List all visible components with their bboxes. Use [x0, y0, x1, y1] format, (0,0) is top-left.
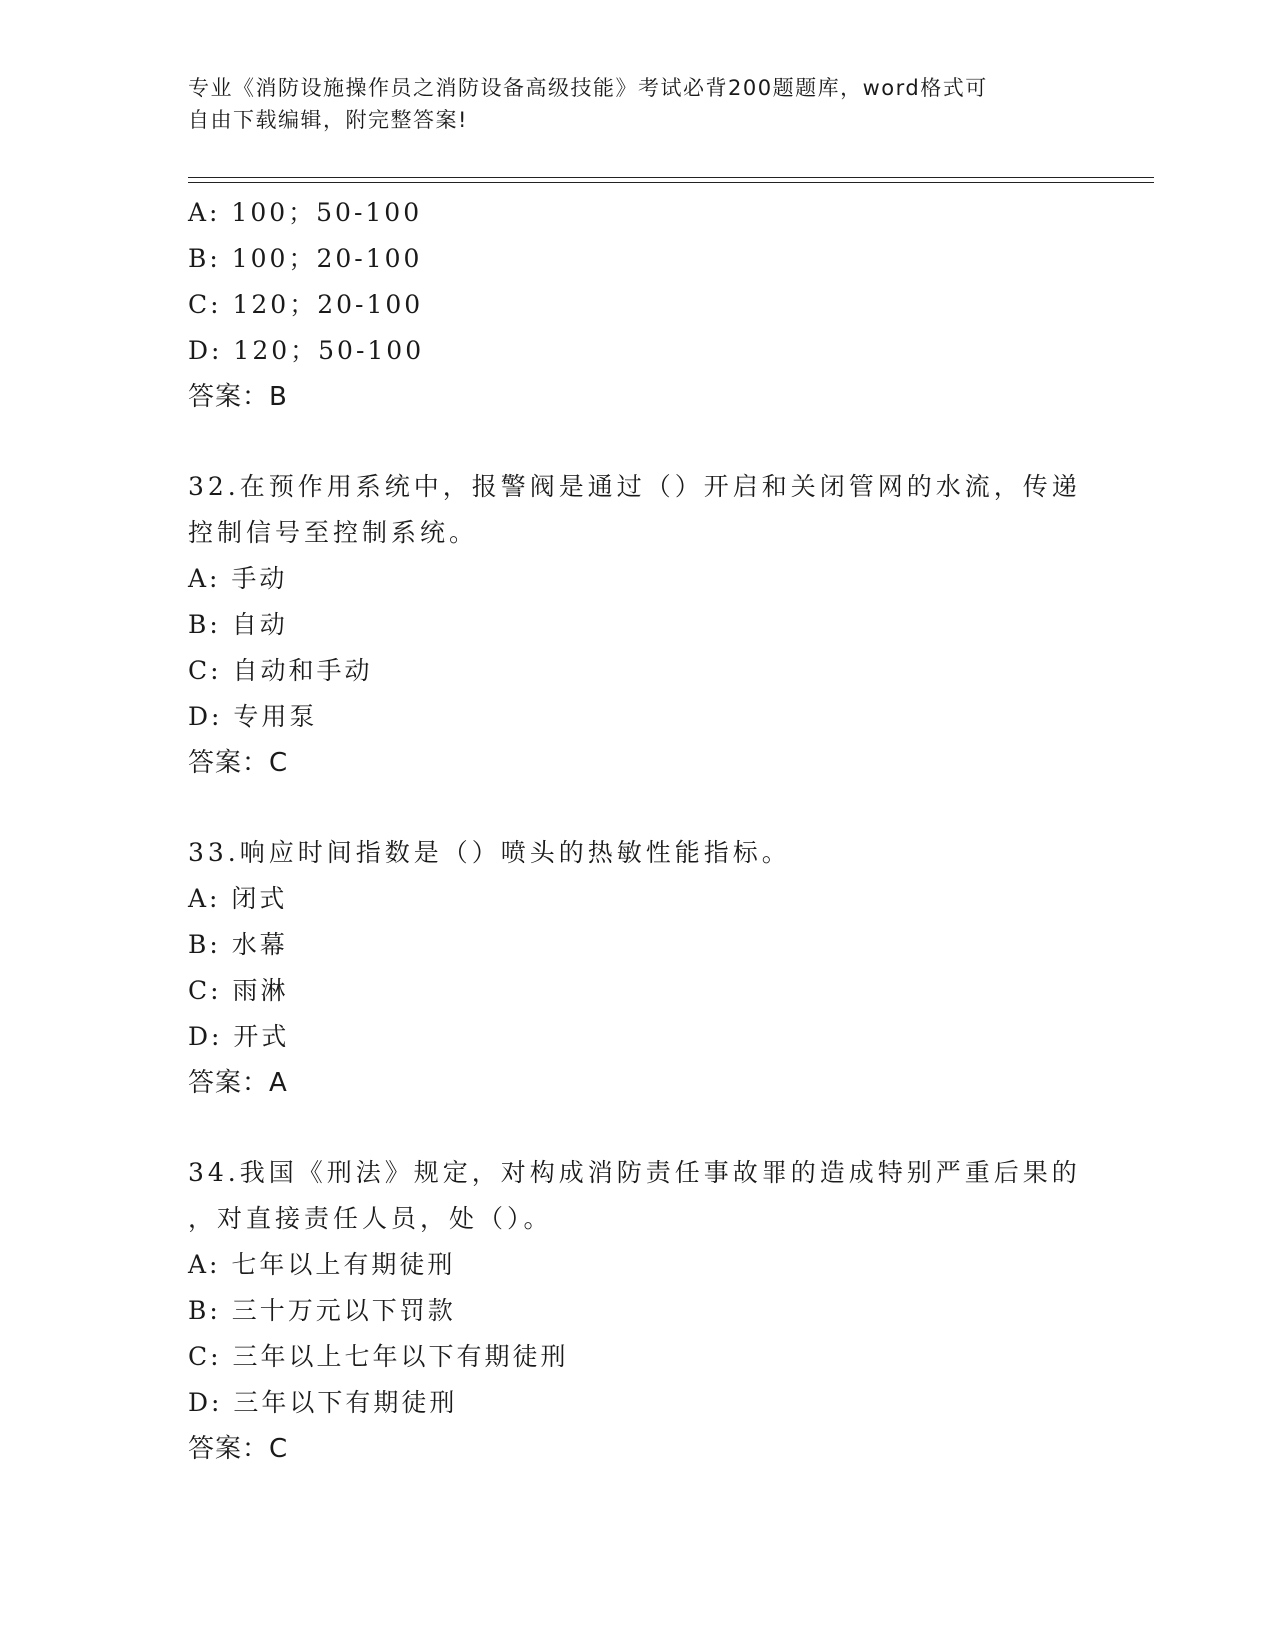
option-d: D: 专用泵 [188, 702, 318, 731]
option-c: C: 自动和手动 [188, 656, 373, 685]
option-a: A: 100；50-100 [188, 198, 423, 227]
answer-line: 答案：C [188, 748, 289, 778]
option-a: A: 手动 [188, 564, 288, 593]
option-a: A: 闭式 [188, 884, 288, 913]
option-b: B: 水幕 [188, 930, 288, 959]
option-d: D: 三年以下有期徒刑 [188, 1388, 458, 1417]
question-text-line-1: 32.在预作用系统中，报警阀是通过（）开启和关闭管网的水流，传递 [188, 472, 1081, 501]
question-list [188, 190, 1088, 1472]
option-a: A: 七年以上有期徒刑 [188, 1250, 456, 1279]
question-gap [188, 786, 1088, 830]
option-d: D: 开式 [188, 1022, 290, 1051]
answer-line: 答案：B [188, 382, 288, 412]
option-d: D: 120；50-100 [188, 336, 425, 365]
option-c: C: 三年以上七年以下有期徒刑 [188, 1342, 569, 1371]
header-divider-bottom [188, 182, 1154, 183]
page-header [188, 72, 1068, 136]
question-gap [188, 1106, 1088, 1150]
header-line-1: 专业《消防设施操作员之消防设备高级技能》考试必背200题题库，word格式可 [188, 76, 988, 100]
answer-line: 答案：C [188, 1434, 289, 1464]
question-text-line-2: ，对直接责任人员，处（）。 [188, 1204, 553, 1233]
option-b: B: 自动 [188, 610, 288, 639]
option-b: B: 100；20-100 [188, 244, 423, 273]
question-text-line-1: 34.我国《刑法》规定，对构成消防责任事故罪的造成特别严重后果的 [188, 1158, 1081, 1187]
option-c: C: 120；20-100 [188, 290, 424, 319]
option-c: C: 雨淋 [188, 976, 289, 1005]
question-gap [188, 420, 1088, 464]
option-b: B: 三十万元以下罚款 [188, 1296, 456, 1325]
answer-line: 答案：A [188, 1068, 288, 1098]
header-divider-top [188, 177, 1154, 178]
question-text-line-2: 控制信号至控制系统。 [188, 518, 479, 547]
question-text-line-1: 33.响应时间指数是（）喷头的热敏性能指标。 [188, 838, 791, 867]
question-33 [188, 830, 1088, 1106]
header-line-2: 自由下载编辑，附完整答案! [188, 108, 468, 132]
question-31 [188, 190, 1088, 420]
question-32 [188, 464, 1088, 786]
question-34 [188, 1150, 1088, 1472]
